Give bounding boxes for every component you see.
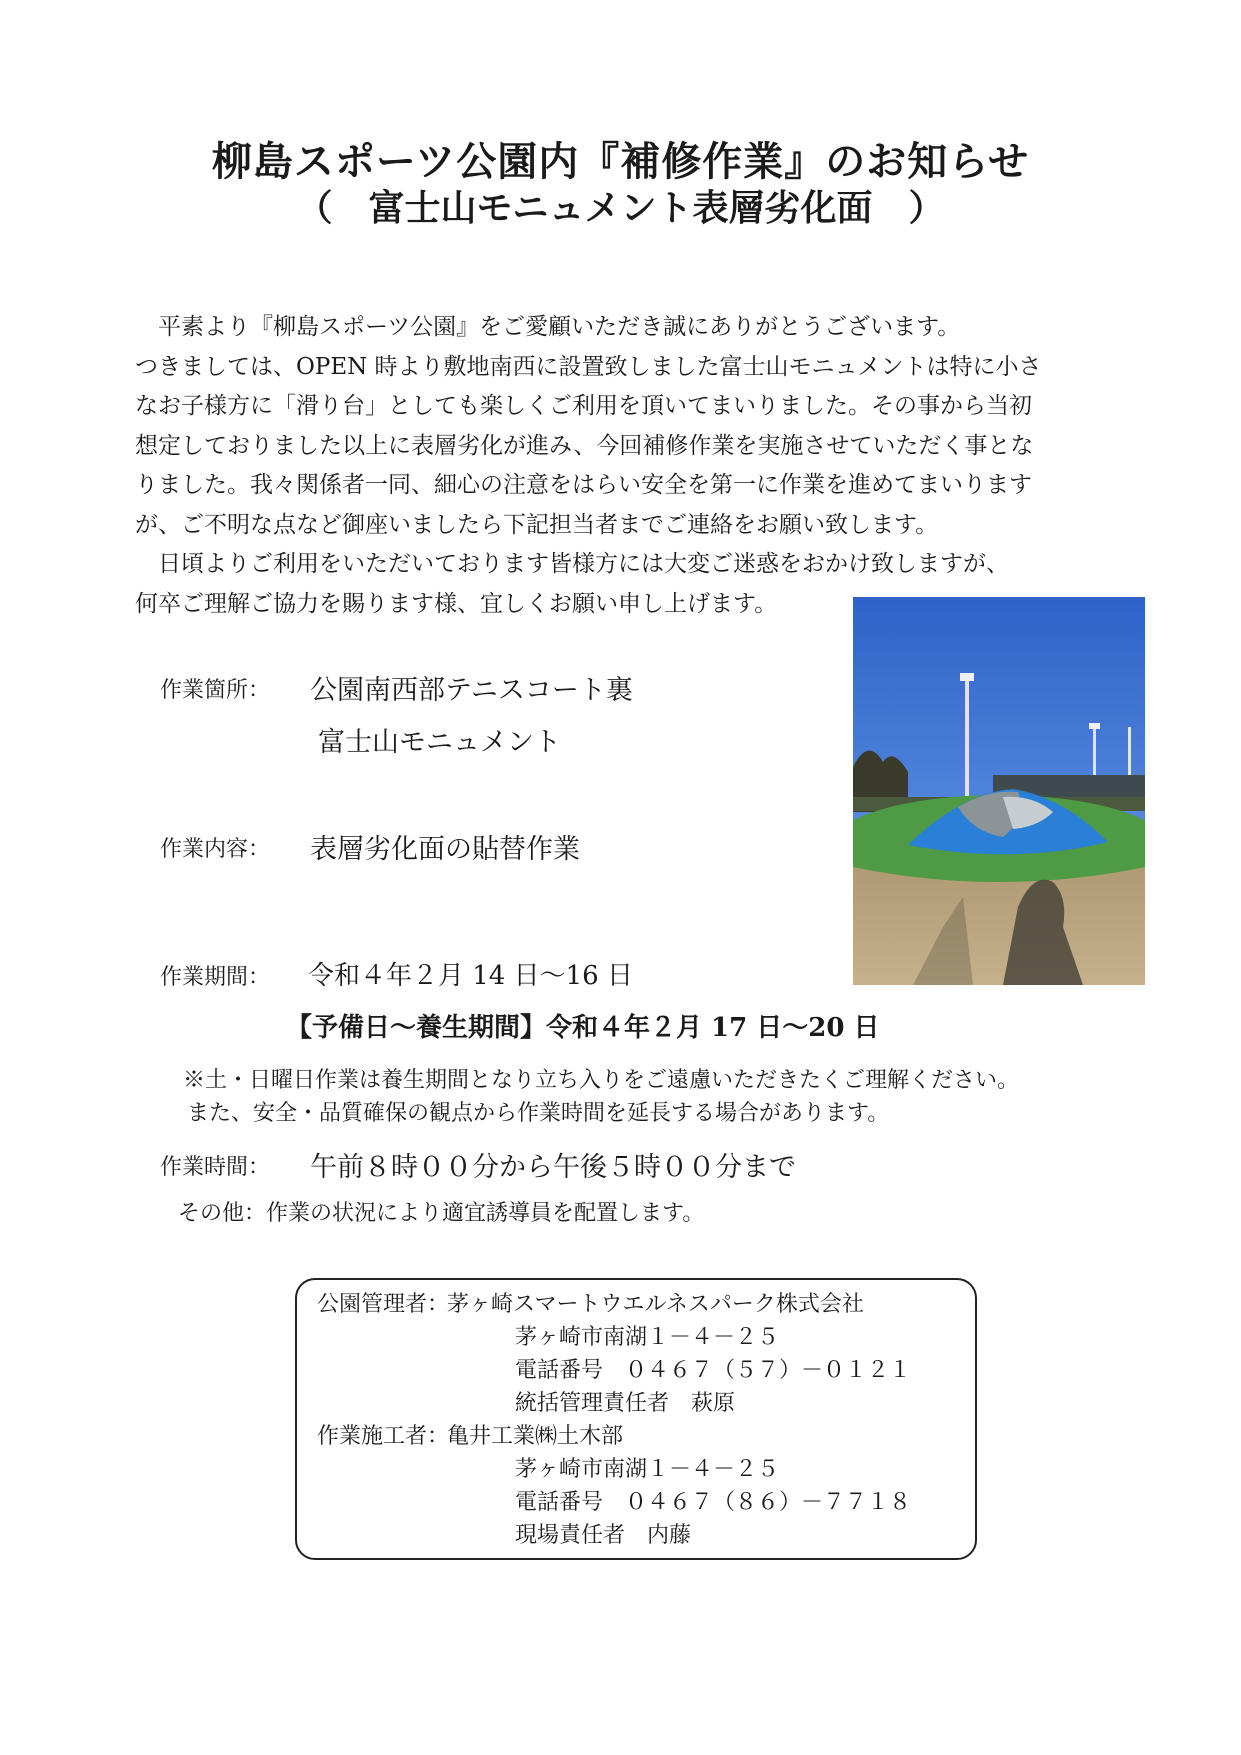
monument-photo [853, 597, 1145, 985]
manager-person: 統括管理責任者 萩原 [515, 1391, 736, 1416]
intro-paragraph [135, 308, 1115, 624]
weekend-note: ※土・日曜日作業は養生期間となり立ち入りをご遠慮いただきたくご理解ください。 [183, 1068, 1020, 1093]
other-note: その他：作業の状況により適宜誘導員を配置します。 [178, 1201, 705, 1226]
page-subtitle: （ 富士山モニュメント表層劣化面 ） [296, 188, 945, 229]
location-label: 作業箇所： [160, 678, 271, 703]
intro-line: 想定しておりました以上に表層劣化が進み、今回補修作業を実施させていただく事とな [135, 432, 1034, 459]
hours-label: 作業時間： [160, 1155, 271, 1180]
contractor-person: 現場責任者 内藤 [515, 1523, 692, 1548]
intro-line: 日頃よりご利用をいただいております皆様方には大変ご迷惑をおかけ致しますが、 [135, 551, 1009, 577]
manager-company: 茅ヶ崎スマートウエルネスパーク株式会社 [447, 1292, 864, 1317]
manager-phone: 電話番号 ０４６７（５７）－０１２１ [515, 1358, 912, 1383]
page-title: 柳島スポーツ公園内『補修作業』のお知らせ [211, 139, 1030, 185]
content-value: 表層劣化面の貼替作業 [310, 834, 580, 865]
intro-line: 平素より『柳島スポーツ公園』をご愛顧いただき誠にありがとうございます。 [135, 314, 961, 340]
intro-line: が、ご不明な点など御座いましたら下記担当者までご連絡をお願い致します。 [135, 511, 939, 538]
contractor-phone: 電話番号 ０４６７（８６）－７７１８ [515, 1490, 912, 1515]
location-value-2: 富士山モニュメント [318, 727, 561, 758]
hours-value: 午前８時００分から午後５時００分まで [310, 1152, 796, 1183]
contractor-company: 亀井工業㈱土木部 [447, 1424, 624, 1449]
reserve-period-value: 【予備日～養生期間】令和４年２月 17 日～20 日 [286, 1013, 880, 1043]
intro-line: 何卒ご理解ご協力を賜ります様、宜しくお願い申し上げます。 [135, 590, 778, 617]
intro-line: つきましては、OPEN 時より敷地南西に設置致しました富士山モニュメントは特に小さ [135, 353, 1042, 380]
location-value: 公園南西部テニスコート裏 [310, 675, 633, 706]
contractor-address: 茅ヶ崎市南湖１－４－２５ [515, 1457, 780, 1482]
manager-label: 公園管理者： [317, 1292, 450, 1317]
period-value: 令和４年２月 14 日～16 日 [308, 961, 633, 991]
intro-line: りました。我々関係者一同、細心の注意をはらい安全を第一に作業を進めてまいります [135, 472, 1032, 498]
manager-address: 茅ヶ崎市南湖１－４－２５ [515, 1325, 780, 1350]
period-label: 作業期間： [160, 965, 271, 990]
contractor-label: 作業施工者： [317, 1424, 450, 1449]
contact-box [295, 1278, 977, 1560]
extension-note: また、安全・品質確保の観点から作業時間を延長する場合があります。 [187, 1101, 890, 1126]
intro-line: なお子様方に「滑り台」としても楽しくご利用を頂いてまいりました。その事から当初 [135, 393, 1032, 419]
content-label: 作業内容： [160, 837, 271, 862]
